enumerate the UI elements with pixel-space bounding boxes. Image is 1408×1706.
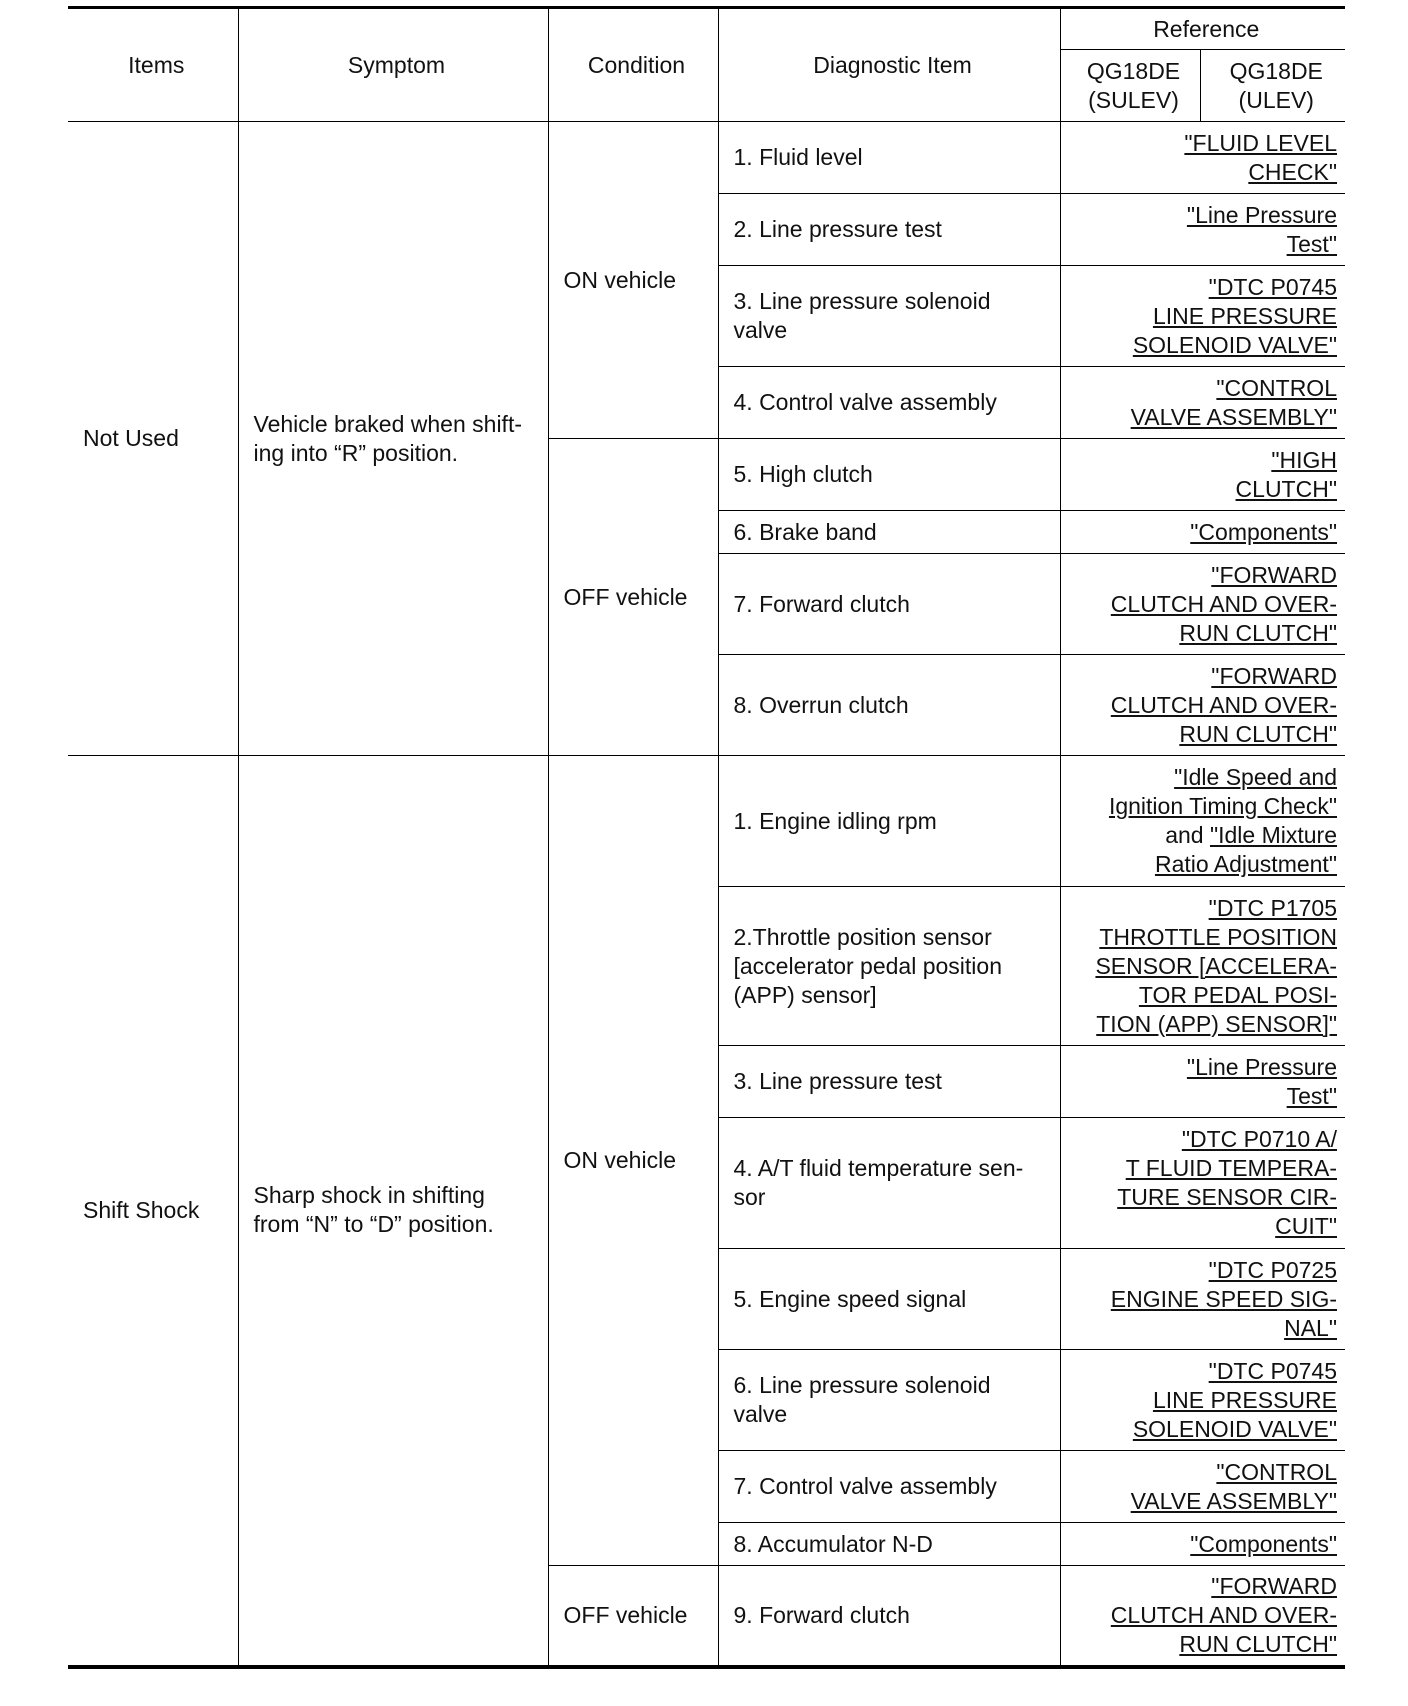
reference-link[interactable]: "FORWARD CLUTCH AND OVER- RUN CLUTCH" [1110,561,1337,646]
diagnostic-item-cell: 6. Line pressure solenoid valve [718,1350,1060,1451]
diagnostic-item-cell: 4. Control valve assembly [718,367,1060,439]
reference-cell [1060,1118,1345,1249]
reference-cell [1060,122,1345,194]
reference-link[interactable]: "Idle Speed and Ignition Timing Check" [1108,764,1337,819]
reference-cell [1060,1566,1345,1667]
reference-cell [1060,554,1345,655]
reference-link[interactable]: "FORWARD CLUTCH AND OVER- RUN CLUTCH" [1110,1572,1337,1657]
reference-link[interactable]: "CONTROL VALVE ASSEMBLY" [1130,374,1337,430]
reference-link[interactable]: "DTC P0745 LINE PRESSURE SOLENOID VALVE" [1132,273,1337,358]
reference-cell [1060,439,1345,511]
reference-cell [1060,655,1345,756]
header-ref-ulev: QG18DE (ULEV) [1200,50,1345,122]
condition-cell: OFF vehicle [548,439,718,756]
condition-cell: OFF vehicle [548,1566,718,1667]
reference-cell [1060,1046,1345,1118]
header-ref-sulev: QG18DE (SULEV) [1060,50,1200,122]
diagnostic-item-cell: 8. Overrun clutch [718,655,1060,756]
condition-cell: ON vehicle [548,122,718,439]
reference-link[interactable]: "HIGH CLUTCH" [1235,446,1337,502]
diagnostic-item-cell: 5. Engine speed signal [718,1249,1060,1350]
reference-link[interactable]: "DTC P0725 ENGINE SPEED SIG- NAL" [1110,1256,1337,1341]
reference-link[interactable]: "CONTROL VALVE ASSEMBLY" [1130,1458,1337,1514]
reference-cell [1060,1249,1345,1350]
table-row [68,756,1345,887]
reference-conjunction: and [1165,822,1210,848]
diagnosis-table [68,6,1345,1669]
reference-cell [1060,1350,1345,1451]
condition-cell: ON vehicle [548,756,718,1566]
reference-cell [1060,1451,1345,1523]
diagnostic-item-cell: 4. A/T fluid temperature sen- sor [718,1118,1060,1249]
reference-link[interactable]: "DTC P0710 A/ T FLUID TEMPERA- TURE SENSOR CIR- CUIT" [1117,1126,1337,1239]
header-items: Items [68,8,238,122]
diagnostic-item-cell: 7. Control valve assembly [718,1451,1060,1523]
reference-cell [1060,887,1345,1046]
diagnostic-item-cell: 9. Forward clutch [718,1566,1060,1667]
symptom-cell: Vehicle braked when shift- ing into “R” position. [238,122,548,756]
diagnostic-item-cell: 8. Accumulator N-D [718,1523,1060,1566]
item-cell: Shift Shock [68,756,238,1667]
item-cell: Not Used [68,122,238,756]
reference-link[interactable]: "DTC P0745 LINE PRESSURE SOLENOID VALVE" [1132,1357,1337,1442]
reference-link[interactable]: "Line Pressure Test" [1186,201,1337,257]
symptom-cell: Sharp shock in shifting from “N” to “D” position. [238,756,548,1667]
reference-cell [1060,1523,1345,1566]
reference-cell [1060,266,1345,367]
reference-cell [1060,367,1345,439]
table-body [68,122,1345,1667]
reference-cell [1060,194,1345,266]
diagnostic-item-cell: 2. Line pressure test [718,194,1060,266]
reference-link[interactable]: "FLUID LEVEL CHECK" [1184,129,1337,185]
reference-link[interactable]: "Line Pressure Test" [1186,1053,1337,1109]
header-diagnostic-item: Diagnostic Item [718,8,1060,122]
diagnostic-item-cell: 2.Throttle position sensor [accelerator pedal position (APP) sensor] [718,887,1060,1046]
reference-link[interactable]: "Idle Mixture Ratio Adjustment" [1154,822,1337,877]
reference-link[interactable]: "Components" [1190,1530,1337,1557]
reference-link[interactable]: "FORWARD CLUTCH AND OVER- RUN CLUTCH" [1110,662,1337,747]
diagnostic-item-cell: 7. Forward clutch [718,554,1060,655]
reference-link[interactable]: "DTC P1705 THROTTLE POSITION SENSOR [ACCELERA- TOR PEDAL POSI- TION (APP) SENSOR]" [1095,894,1337,1037]
reference-cell [1060,511,1345,554]
header-symptom: Symptom [238,8,548,122]
table-row [68,122,1345,194]
header-reference: Reference [1060,8,1345,50]
diagnostic-item-cell: 1. Engine idling rpm [718,756,1060,887]
header-condition: Condition [548,8,718,122]
diagnostic-item-cell: 3. Line pressure test [718,1046,1060,1118]
reference-link[interactable]: "Components" [1190,518,1337,545]
diagnostic-item-cell: 1. Fluid level [718,122,1060,194]
reference-cell [1060,756,1345,887]
diagnostic-item-cell: 5. High clutch [718,439,1060,511]
diagnostic-item-cell: 3. Line pressure solenoid valve [718,266,1060,367]
diagnostic-item-cell: 6. Brake band [718,511,1060,554]
